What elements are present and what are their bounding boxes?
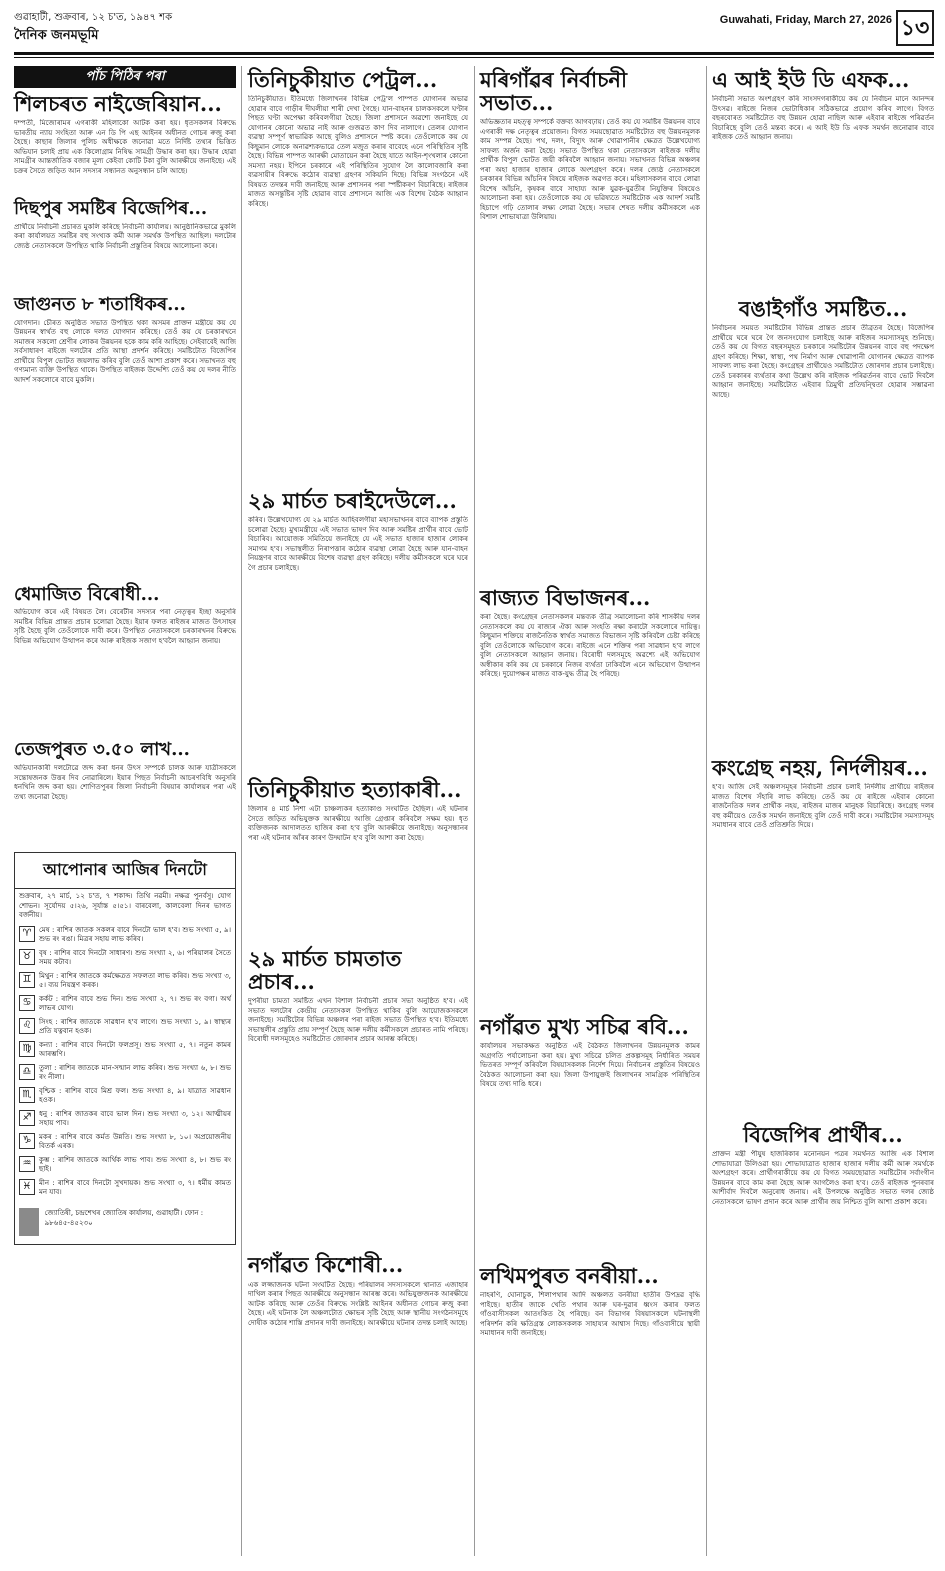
zodiac-gemini-icon: ♊ (19, 972, 35, 988)
zodiac-sagittarius-icon: ♐ (19, 1110, 35, 1126)
horoscope-entry: ♓ মীন : ৰাশিৰ বাবে দিনটো সুখদায়ক। শুভ সংখ্যা ৩, ৭। ধৰ্মীয় কামত মন যাব। (15, 1177, 235, 1200)
headline: এ আই ইউ ডি এফক... (712, 67, 910, 92)
headline: দিছপুৰ সমষ্টিৰ বিজেপিৰ... (14, 198, 208, 220)
headline: নগাঁৱত কিশোৰী... (248, 1252, 404, 1278)
column-3 (480, 66, 700, 1471)
horoscope-intro: শুক্ৰবাৰ, ২৭ মাৰ্চ, ১২ চ'ত, ৭ শকাব্দ। তিথি নৱমী। নক্ষত্ৰ পুনৰ্বসু। যোগ শোভন। সূৰ্যোদয় ৫।২৬, সূৰ্যাস্ত ৫।৫১। বাৰবেলা, কালবেলা দিনৰ ভাগত বৰ্জনীয়। (19, 892, 231, 920)
zodiac-libra-icon: ♎ (19, 1064, 35, 1080)
headline: লখিমপুৰত বনৰীয়া... (480, 1263, 659, 1289)
masthead-rule-thin (14, 57, 934, 58)
headline: নগাঁৱত মুখ্য সচিৱ ৰবি... (480, 1014, 689, 1040)
zodiac-cancer-icon: ♋ (19, 995, 35, 1011)
article-body: অভিযোগ কৰে এই বিষয়ত লৈ। বেৰেটীৰ সদস্যৰ পৰা নেতৃত্বৰ ইচ্ছা অনুসৰি সমষ্টিৰ বিভিন্ন প্ৰান্তত প্ৰচাৰ চলোৱা হৈছে। ইয়াৰ ফলত ৰাইজৰ মাজত উৎসাহৰ সৃষ্টি হৈছে বুলি তেওঁলোকে দাবী কৰে। উপস্থিত নেতাসকলে চৰকাৰখনৰ বিৰুদ্ধে বিভিন্ন অভিযোগ উত্থাপন কৰে আৰু ৰাইজক সজাগ হ'বলৈ আহ্বান জনায়। (14, 608, 236, 645)
masthead-rule (14, 52, 934, 55)
horoscope-entry: ♐ ধনু : ৰাশিৰ জাতকৰ বাবে ভাল দিন। শুভ সংখ্যা ৩, ১২। আত্মীয়ৰ সহায় পাব। (15, 1108, 235, 1131)
headline: জাগুনত ৮ শতাধিকৰ... (14, 293, 186, 315)
column-divider (241, 66, 242, 1556)
article-body: নাহৰণি, ঘোনাচুক, শিলাপথাৰ আদি অঞ্চলত বনৰীয়া হাতীৰ উপদ্ৰৱ বৃদ্ধি পাইছে। হাতীৰ জাকে খেতি পথাৰ আৰু ঘৰ-দুৱাৰ ধ্বংস কৰাৰ ফলত গাঁওবাসীসকল আতংকিত হৈ পৰিছে। বন বিভাগৰ বিষয়াসকলে ঘটনাস্থলী পৰিদৰ্শন কৰি ক্ষতিগ্ৰস্ত লোকসকলক সাহায্যৰ আশ্বাস দিছে। গাঁওবাসীয়ে স্থায়ী সমাধানৰ দাবী জনাইছে। (480, 1291, 700, 1338)
zodiac-pisces-icon: ♓ (19, 1179, 35, 1195)
astrologer-photo (19, 1208, 39, 1236)
article-body: যোগদান। চৌৰত অনুষ্ঠিত সভাত উপস্থিত থকা অসমৰ প্ৰাক্তন মন্ত্ৰীয়ে কয় যে উন্নয়নৰ স্বাৰ্থত বহু লোকে দলত যোগদান কৰিছে। তেওঁ কয় যে চৰকাৰখনে সমাজৰ সকলো শ্ৰেণীৰ লোকৰ উন্নয়নৰ হকে কাম কৰি আহিছে। সেইবাবেই আজি সৰ্বসাধাৰণ ৰাইজে দলটোৰ প্ৰতি আস্থা প্ৰদৰ্শন কৰিছে। সমষ্টিটোত বিজেপিৰ প্ৰাৰ্থীয়ে বিপুল ভোটত জয়লাভ কৰিব বুলি তেওঁ আশা প্ৰকাশ কৰে। সভাখনত বহু গণ্যমান্য ব্যক্তি উপস্থিত থাকে। উপস্থিত ৰাইজক উদ্দেশ্যি তেওঁ কয় যে দলৰ নীতি আদৰ্শ সকলোৰে বাবে মুকলি। (14, 318, 236, 384)
article-body: কাৰ্যালয়ৰ সভাকক্ষত অনুষ্ঠিত এই বৈঠকত জিলাখনৰ উন্নয়নমূলক কামৰ অগ্ৰগতি পৰ্যালোচনা কৰা হয়। মুখ্য সচিৱে চলিত প্ৰকল্পসমূহ নিৰ্ধাৰিত সময়ৰ ভিতৰত সম্পূৰ্ণ কৰিবলৈ বিষয়াসকলক নিৰ্দেশ দিয়ে। নিৰ্বাচনৰ প্ৰস্তুতিৰ বিষয়েও বৈঠকত আলোচনা কৰা হয়। জিলা উপায়ুক্তই জিলাখনৰ সামগ্ৰিক পৰিস্থিতিৰ বিষয়ে তথ্য দাঙি ধৰে। (480, 1042, 700, 1089)
zodiac-virgo-icon: ♍ (19, 1041, 35, 1057)
headline: মৰিগাঁৱৰ নিৰ্বাচনী সভাত... (480, 67, 627, 116)
article-body: প্ৰাৰ্থীয়ে নিৰ্বাচনী প্ৰচাৰত মুকলি কৰিছে নিৰ্বাচনী কাৰ্যালয়। আনুষ্ঠানিকভাৱে মুকলি কৰা কাৰ্যালয়ত সমষ্টিৰ বহু সংখ্যক কৰ্মী আৰু সমৰ্থক উপস্থিত আছিল। দলটোৰ জ্যেষ্ঠ নেতাসকলে উপস্থিত থাকি নিৰ্বাচনী প্ৰস্তুতিৰ বিষয়ে আলোচনা কৰে। (14, 222, 236, 250)
horoscope-title: আপোনাৰ আজিৰ দিনটো (15, 853, 235, 889)
article-body: কৰিব। উল্লেখযোগ্য যে ২৯ মাৰ্চত আহিবলগীয়া মহাসভাখনৰ বাবে ব্যাপক প্ৰস্তুতি চলোৱা হৈছে। মুখ্যমন্ত্ৰীয়ে এই সভাত ভাষণ দিব আৰু সমষ্টিৰ প্ৰাৰ্থীৰ বাবে ভোট বিচাৰিব। আয়োজক সমিতিয়ে জনাইছে যে এই সভাত হাজাৰ হাজাৰ লোকৰ সমাগম হ'ব। সভাস্থলীত নিৰাপত্তাৰ কঠোৰ ব্যৱস্থা লোৱা হৈছে আৰু যান-বাহন নিয়ন্ত্ৰণৰ বাবে আৰক্ষীয়ে বিশেষ ব্যৱস্থা গ্ৰহণ কৰিছে। দলীয় কৰ্মীসকলে ঘৰে ঘৰে গৈ প্ৰচাৰ চলাইছে। (248, 516, 468, 572)
article-body: জিলাৰ ৪ মাৰ্চ নিশা এটা চাঞ্চল্যকৰ হত্যাকাণ্ড সংঘটিত হৈছিল। এই ঘটনাৰ সৈতে জড়িত অভিযুক্তক আৰক্ষীয়ে আজি গ্ৰেপ্তাৰ কৰিবলৈ সক্ষম হয়। ধৃত ব্যক্তিজনক আদালতত হাজিৰ কৰা হ'ব বুলি আৰক্ষীয়ে জনাইছে। অনুসন্ধানৰ পৰা এই ঘটনাৰ আঁৰৰ কাৰণ উদ্ঘাটন হ'ব বুলি আশা কৰা হৈছে। (248, 805, 468, 842)
article-body: নিৰ্বাচনৰ সময়ত সমষ্টিটোৰ বিভিন্ন প্ৰান্তত প্ৰচাৰ তীব্ৰতৰ হৈছে। বিজেপিৰ প্ৰাৰ্থীয়ে ঘৰে ঘৰে গৈ জনসংযোগ চলাইছে আৰু ৰাইজৰ সমস্যাসমূহ শুনিছে। তেওঁ কয় যে বিগত বছৰসমূহত চৰকাৰে সমষ্টিটোৰ উন্নয়নৰ বাবে বহু পদক্ষেপ গ্ৰহণ কৰিছে। শিক্ষা, স্বাস্থ্য, পথ নিৰ্মাণ আৰু খোৱাপানী যোগানৰ ক্ষেত্ৰত ব্যাপক সাফল্য লাভ কৰা হৈছে। কংগ্ৰেছৰ প্ৰাৰ্থীয়েও সমষ্টিটোত জোৰদাৰ প্ৰচাৰ চলাইছে। তেওঁ চৰকাৰৰ ব্যৰ্থতাৰ কথা উল্লেখ কৰি ৰাইজক পৰিৱৰ্তনৰ বাবে ভোট দিবলৈ আহ্বান জনাইছে। সমষ্টিটোত এইবাৰ ত্ৰিমুখী প্ৰতিদ্বন্দ্বিতা হোৱাৰ সম্ভাৱনা আছে। (712, 324, 934, 399)
page-number: ১৩ (896, 10, 934, 46)
column-divider (706, 66, 707, 1556)
zodiac-scorpio-icon: ♏ (19, 1087, 35, 1103)
horoscope-entry: ♈ মেষ : ৰাশিৰ জাতক সকলৰ বাবে দিনটো ভাল হ'ব। শুভ সংখ্যা ৫, ৯। শুভ ৰং ৰঙা। মিত্ৰৰ সহায় লাভ কৰিব। (15, 924, 235, 947)
zodiac-taurus-icon: ♉ (19, 949, 35, 965)
column-4 (712, 66, 934, 1532)
masthead-date-english: Guwahati, Friday, March 27, 2026 (719, 14, 892, 26)
article-body: প্ৰাক্তন মন্ত্ৰী পীযুষ হাজৰিকাৰ মনোনয়ন পত্ৰৰ সমৰ্থনত আজি এক বিশাল শোভাযাত্ৰা উলিওৱা হয়। শোভাযাত্ৰাত হাজাৰ হাজাৰ দলীয় কৰ্মী আৰু সমৰ্থকে অংশগ্ৰহণ কৰে। প্ৰাৰ্থীগৰাকীয়ে কয় যে বিগত সময়ছোৱাত সমষ্টিটোৰ সৰ্বাংগীন উন্নয়নৰ বাবে কাম কৰা হৈছে আৰু আগলৈও কৰা হ'ব। তেওঁ ৰাইজক পুনৰবাৰ আশীৰ্বাদ দিবলৈ অনুৰোধ জনায়। এই উপলক্ষে অনুষ্ঠিত সভাত দলৰ জ্যেষ্ঠ নেতাসকলে ভাষণ প্ৰদান কৰে আৰু প্ৰাৰ্থীৰ জয় নিশ্চিত বুলি আশা প্ৰকাশ কৰে। (712, 1150, 934, 1206)
horoscope-box (14, 852, 236, 1245)
column-divider (474, 66, 475, 1556)
article-body: দুপৰীয়া চামতা সমষ্টিত এখন বিশাল নিৰ্বাচনী প্ৰচাৰ সভা অনুষ্ঠিত হ'ব। এই সভাত দলটোৰ কেন্দ্ৰীয় নেতাসকল উপস্থিত থাকিব বুলি আয়োজকসকলে জনাইছে। সমষ্টিটোৰ বিভিন্ন অঞ্চলৰ পৰা ৰাইজ সভাত উপস্থিত হ'ব। ইতিমধ্যে সভাস্থলীৰ প্ৰস্তুতি প্ৰায় সম্পূৰ্ণ হৈছে আৰু দলীয় কৰ্মীসকলে প্ৰচাৰত নামি পৰিছে। বিৰোধী দলসমূহেও সমষ্টিটোত জোৰদাৰ প্ৰচাৰ আৰম্ভ কৰিছে। (248, 997, 468, 1044)
horoscope-entry: ♏ বৃশ্চিক : ৰাশিৰ বাবে মিশ্ৰ ফল। শুভ সংখ্যা ৪, ৯। যাত্ৰাত সাৱধান হওক। (15, 1085, 235, 1108)
headline: ২৯ মাৰ্চত চামতাত প্ৰচাৰ... (248, 946, 402, 995)
horoscope-entry: ♋ কৰ্কট : ৰাশিৰ বাবে শুভ দিন। শুভ সংখ্যা ২, ৭। শুভ ৰং বগা। অৰ্থ লাভৰ যোগ। (15, 993, 235, 1016)
continued-section-label: পাঁচ পিঠিৰ পৰা (14, 66, 236, 88)
article-body: নিৰ্বাচনী সভাত অংশগ্ৰহণ কৰি সাংসদগৰাকীয়ে কয় যে নিৰ্বাচন মানে আনন্দৰ উৎসৱ। ৰাইজে নিজৰ ভোটাধিকাৰ সঠিকভাৱে প্ৰয়োগ কৰিব লাগে। বিগত বছৰবোৰত সমষ্টিটোত বহু উন্নয়ন হোৱা নাছিল আৰু এইবাৰ ৰাইজে পৰিৱৰ্তন বিচাৰিছে বুলি তেওঁ মন্তব্য কৰে। এ আই ইউ ডি এফক সমৰ্থন জনোৱাৰ বাবে ৰাইজক তেওঁ আহ্বান জনায়। (712, 95, 934, 142)
headline: বিজেপিৰ প্ৰাৰ্থীৰ... (743, 1122, 903, 1148)
headline: কংগ্ৰেছ নহয়, নিৰ্দলীয়ৰ... (712, 755, 928, 781)
zodiac-leo-icon: ♌ (19, 1018, 35, 1034)
masthead (14, 10, 934, 50)
column-2 (248, 66, 468, 1551)
article-body: এক লজ্জাজনক ঘটনা সংঘটিত হৈছে। পৰিয়ালৰ সদস্যসকলে থানাত এজাহাৰ দাখিল কৰাৰ পিছত আৰক্ষীয়ে অনুসন্ধান আৰম্ভ কৰে। অভিযুক্তজনক আৰক্ষীয়ে আটক কৰিছে আৰু তেওঁৰ বিৰুদ্ধে সংশ্লিষ্ট আইনৰ অধীনত গোচৰ ৰুজু কৰা হৈছে। এই ঘটনাক লৈ অঞ্চলটোত ক্ষোভৰ সৃষ্টি হৈছে আৰু স্থানীয় সংগঠনসমূহে দোষীক কঠোৰ শাস্তি প্ৰদানৰ দাবী জনাইছে। আৰক্ষীয়ে ঘটনাৰ তদন্ত চলাই আছে। (248, 1280, 468, 1327)
horoscope-entry: ♑ মকৰ : ৰাশিৰ বাবে কৰ্মত উন্নতি। শুভ সংখ্যা ৮, ১০। অপ্ৰয়োজনীয় বিতৰ্ক এৰক। (15, 1131, 235, 1154)
astrologer-contact: জ্যোতিষী, চন্দ্ৰশেখৰ জ্যোতিষ কাৰ্যালয়, গুৱাহাটী। ফোন : ৯৮৬৪৫-৪৫২৩০ (44, 1208, 204, 1227)
headline: বঙাইগাঁও সমষ্টিত... (738, 296, 908, 322)
headline: তিনিচুকীয়াত হত্যাকাৰী... (248, 777, 462, 803)
horoscope-entry: ♌ সিংহ : ৰাশিৰ জাতকে সাৱধান হ'ব লাগে। শুভ সংখ্যা ১, ৯। স্বাস্থ্যৰ প্ৰতি যত্নবান হওক। (15, 1016, 235, 1039)
horoscope-entry: ♊ মিথুন : ৰাশিৰ জাতকে কৰ্মক্ষেত্ৰত সফলতা লাভ কৰিব। শুভ সংখ্যা ৩, ৫। ব্যয় নিয়ন্ত্ৰণ কৰক। (15, 970, 235, 993)
zodiac-aquarius-icon: ♒ (19, 1156, 35, 1172)
headline: ধেমাজিত বিৰোধী... (14, 583, 160, 605)
article-body: হ'ব। আজি সেই অঞ্চলসমূহৰ নিৰ্বাচনী প্ৰচাৰ চলাই নিৰ্দলীয় প্ৰাৰ্থীয়ে ৰাইজৰ মাজত বিশেষ সঁহাৰি লাভ কৰিছে। তেওঁ কয় যে ৰাইজে এইবাৰ কোনো ৰাজনৈতিক দলৰ প্ৰাৰ্থীক নহয়, ৰাইজৰ মাজৰ মানুহক বিচাৰিছে। কংগ্ৰেছ দলৰ বহু কৰ্মীয়েও তেওঁক সমৰ্থন জনাইছে বুলি তেওঁ দাবী কৰে। সমষ্টিটোৰ সমস্যাসমূহ সমাধানৰ বাবে তেওঁ প্ৰতিশ্ৰুতি দিয়ে। (712, 783, 934, 830)
headline: ২৯ মাৰ্চত চৰাইদেউলে... (248, 488, 457, 514)
zodiac-capricorn-icon: ♑ (19, 1133, 35, 1149)
article-body: তিনিচুকীয়াত। ইতিমধ্যে জিলাখনৰ বিভিন্ন পেট্ৰ'ল পাম্পত যোগানৰ অভাৱ হোৱাৰ বাবে গাড়ীৰ দীঘলীয়া শাৰী দেখা গৈছে। যান-বাহনৰ চালকসকলে ঘণ্টাৰ পিছত ঘণ্টা অপেক্ষা কৰিবলগীয়া হৈছে। জিলা প্ৰশাসনে অৱশ্যে জনাইছে যে যোগানৰ কোনো অভাৱ নাই আৰু গুজৱত কাণ দিব নালাগে। তেলৰ যোগান ব্যৱস্থা সম্পূৰ্ণ স্বাভাৱিক আছে বুলিও প্ৰশাসনে স্পষ্ট কৰে। তেওঁলোকে কয় যে কিছুমান লোকে অনাৱশ্যকভাৱে তেল মজুত কৰাৰ বাবেহে এনে পৰিস্থিতিৰ সৃষ্টি হৈছে। বিভিন্ন পাম্পত আৰক্ষী মোতায়েন কৰা হৈছে যাতে আইন-শৃংখলাৰ কোনো সমস্যা নহয়। ইপিনে চৰকাৰে এই পৰিস্থিতিৰ সুযোগ লৈ কালোবজাৰি কৰা ব্যৱসায়ীৰ বিৰুদ্ধে কঠোৰ ব্যৱস্থা গ্ৰহণৰ সকিয়নি দিছে। বিভিন্ন সংগঠনে এই বিষয়ত তদন্তৰ দাবী জনাইছে আৰু প্ৰশাসনৰ পৰা স্পষ্টীকৰণ বিচাৰিছে। ৰাইজৰ মাজত অসন্তুষ্টিৰ সৃষ্টি হোৱাৰ বাবে প্ৰশাসনে আজি এক বিশেষ বৈঠক আহ্বান কৰিছে। (248, 95, 468, 208)
headline: তিনিচুকীয়াত পেট্ৰল... (248, 67, 438, 92)
masthead-paper-name: দৈনিক জনমভূমি (14, 28, 99, 43)
article-body: দম্পতী, মিজোৰামৰ এগৰাকী মহিলাকো আটক কৰা হয়। ধৃতসকলৰ বিৰুদ্ধে ভাৰতীয় ন্যায় সংহিতা আৰু এন ডি পি এছ আইনৰ অধীনত গোচৰ ৰুজু কৰা হৈছে। কাছাৰ জিলাৰ পুলিচ অধীক্ষকে জনোৱা মতে নিৰ্দিষ্ট তথ্যৰ ভিত্তিত অভিযান চলাই প্ৰায় এক কিলোগ্ৰাম নিষিদ্ধ সামগ্ৰী উদ্ধাৰ কৰা হয়। উদ্ধাৰ হোৱা সামগ্ৰীৰ আন্তৰ্জাতিক বজাৰ মূল্য কেইবা কোটি টকা বুলি আৰক্ষীয়ে জনাইছে। এই চক্ৰৰ সৈতে জড়িত আন সদস্যৰ সন্ধানত অনুসন্ধান চলি আছে। (14, 119, 236, 175)
horoscope-entry: ♉ বৃষ : ৰাশিৰ বাবে দিনটো সাধাৰণ। শুভ সংখ্যা ২, ৬। পৰিয়ালৰ সৈতে সময় কটাব। (15, 947, 235, 970)
horoscope-entry: ♒ কুম্ভ : ৰাশিৰ জাতকে আৰ্থিক লাভ পাব। শুভ সংখ্যা ৪, ৮। শুভ ৰং ছাই। (15, 1154, 235, 1177)
astrologer-credit (15, 1204, 235, 1240)
horoscope-entry: ♎ তুলা : ৰাশিৰ জাতকে মান-সন্মান লাভ কৰিব। শুভ সংখ্যা ৬, ৮। শুভ ৰং নীলা। (15, 1062, 235, 1085)
headline: ৰাজ্যত বিভাজনৰ... (480, 585, 651, 611)
headline: তেজপুৰত ৩.৫০ লাখ... (14, 739, 190, 761)
article-body: অভিজ্ঞতাৰ মহত্ত্ব সম্পৰ্কে বক্তব্য আগবঢ়ায়। তেওঁ কয় যে সমষ্টিৰ উন্নয়নৰ বাবে এগৰাকী দক্ষ নেতৃত্বৰ প্ৰয়োজন। বিগত সময়ছোৱাত সমষ্টিটোত বহু উন্নয়নমূলক কাম সম্পন্ন হৈছে। পথ, দলং, বিদ্যুৎ আৰু খোৱাপানীৰ ক্ষেত্ৰত উল্লেখযোগ্য সাফল্য অৰ্জন কৰা হৈছে। সভাত উপস্থিত থকা নেতাসকলে ৰাইজক দলীয় প্ৰাৰ্থীক বিপুল ভোটত জয়ী কৰিবলৈ আহ্বান জনায়। সভাখনত বিভিন্ন অঞ্চলৰ পৰা অহা হাজাৰ হাজাৰ লোকে অংশগ্ৰহণ কৰে। দলৰ জ্যেষ্ঠ নেতাসকলে চৰকাৰৰ বিভিন্ন আঁচনিৰ বিষয়ে ৰাইজক অৱগত কৰে। মহিলাসকলৰ বাবে লোৱা বিশেষ আঁচনি, কৃষকৰ বাবে সাহায্য আৰু যুৱক-যুৱতীৰ নিযুক্তিৰ বিষয়েও আলোচনা কৰা হয়। তেওঁলোকে কয় যে ভৱিষ্যতে সমষ্টিটোক এক আদৰ্শ সমষ্টি হিচাপে গঢ়ি তোলাৰ লক্ষ্য লোৱা হৈছে। সভাৰ শেষত দলীয় কৰ্মীসকলে এক বিশাল শোভাযাত্ৰা উলিয়ায়। (480, 118, 700, 222)
masthead-date-local: গুৱাহাটী, শুক্ৰবাৰ, ১২ চ'ত, ১৯৪৭ শক (14, 12, 173, 23)
horoscope-entry: ♍ কন্যা : ৰাশিৰ বাবে দিনটো ফলপ্ৰসূ। শুভ সংখ্যা ৫, ৭। নতুন কামৰ আৰম্ভণি। (15, 1039, 235, 1062)
headline: শিলচৰত নাইজেৰিয়ান... (14, 91, 222, 116)
zodiac-aries-icon: ♈ (19, 926, 35, 942)
article-body: অভিযানকাৰী দলটোৱে জব্দ কৰা ধনৰ উৎস সম্পৰ্কে চালক আৰু যাত্ৰীসকলে সন্তোষজনক উত্তৰ দিব নোৱাৰিলে। ইয়াৰ পিছত নিৰ্বাচনী আচৰণবিধি অনুসৰি ধনখিনি জব্দ কৰা হয়। শোণিতপুৰৰ জিলা নিৰ্বাচনী বিষয়াৰ কাৰ্যালয়ৰ পৰা এই তথ্য জনোৱা হৈছে। (14, 764, 236, 801)
column-1 (14, 66, 236, 1245)
article-body: কৰা হৈছে। কংগ্ৰেছৰ নেতাসকলৰ মন্তব্যক তীব্ৰ সমালোচনা কৰি শাসকীয় দলৰ নেতাসকলে কয় যে ৰাজ্যৰ ঐক্য আৰু সংহতি ৰক্ষা কৰাটো সকলোৰে দায়িত্ব। কিছুমান শক্তিয়ে ৰাজনৈতিক স্বাৰ্থত সমাজত বিভাজন সৃষ্টি কৰিবলৈ চেষ্টা কৰিছে বুলি তেওঁলোকে অভিযোগ কৰে। ৰাইজে এনে শক্তিৰ পৰা সাৱধান হ'ব লাগে বুলি নেতাসকলে আহ্বান জনায়। বিৰোধী দলসমূহে অৱশ্যে এই অভিযোগ অস্বীকাৰ কৰি কয় যে চৰকাৰে নিজৰ ব্যৰ্থতা ঢাকিবলৈ এনে অভিযোগ উত্থাপন কৰিছে। দুয়োপক্ষৰ মাজত বাক-যুদ্ধ তীব্ৰ হৈ পৰিছে। (480, 613, 700, 679)
